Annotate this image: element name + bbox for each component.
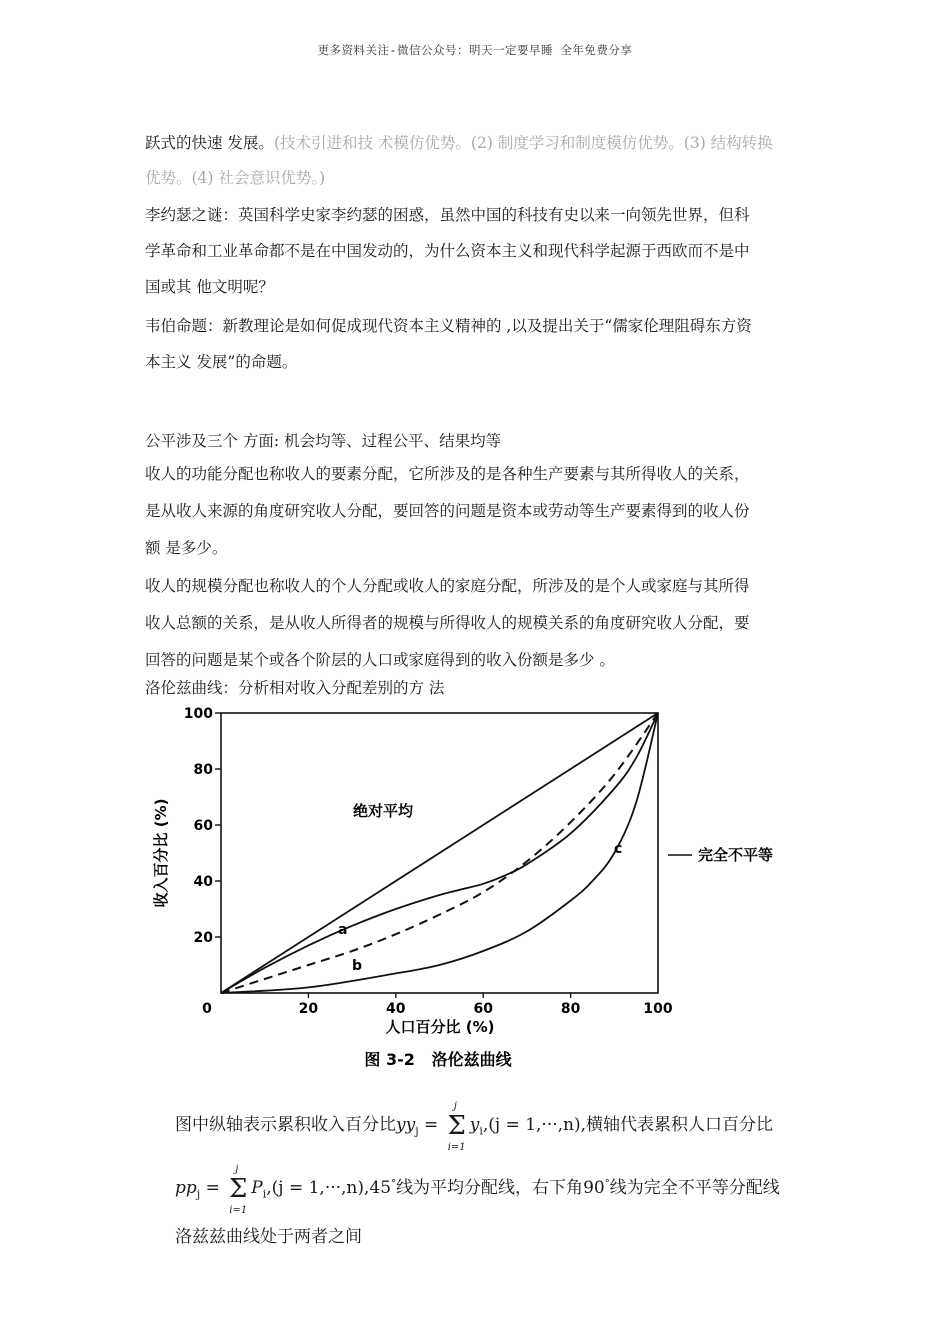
curve-a-label: a bbox=[338, 922, 348, 938]
functional-line-2: 是从收人来源的角度研究收人分配，要回答的问题是资本或劳动等生产要素得到的收人份 bbox=[145, 502, 750, 520]
x-tick-label: 80 bbox=[560, 1001, 581, 1017]
formula-line-2 bbox=[175, 1163, 780, 1216]
paragraph-advantages bbox=[145, 126, 815, 196]
x-axis-ticks bbox=[202, 993, 673, 1017]
pp-var: pp bbox=[175, 1178, 197, 1198]
paragraph-lorenz-intro bbox=[145, 676, 815, 700]
deg-45-symbol: ° bbox=[391, 1178, 397, 1190]
chart-title: 图 3-2 洛伦兹曲线 bbox=[364, 1050, 512, 1069]
sum2-top: j bbox=[235, 1163, 239, 1175]
y-term-sub: i bbox=[479, 1124, 483, 1138]
y-tick-label: 60 bbox=[193, 818, 213, 834]
eq-1: = bbox=[418, 1115, 444, 1135]
formula-text-cum-pop: 横轴代表累积人口百分比 bbox=[586, 1115, 774, 1135]
inequality-label: 完全不平等 bbox=[698, 846, 774, 864]
needham-line-1: 李约瑟之谜：英国科学史家李约瑟的困惑，虽然中国的科技有史以来一向领先世界，但科 bbox=[145, 206, 750, 224]
x-tick-label: 0 bbox=[202, 1001, 212, 1017]
paragraph-functional-distribution bbox=[145, 456, 815, 567]
needham-line-3: 国或其 他文明呢？ bbox=[145, 278, 274, 296]
y-term: y bbox=[469, 1115, 480, 1135]
equality-label: 绝对平均 bbox=[353, 802, 414, 820]
paragraph-size-distribution bbox=[145, 568, 815, 679]
paragraph-needham-puzzle bbox=[145, 197, 815, 305]
paragraph-weber-thesis bbox=[145, 308, 815, 380]
y-axis-label: 收入百分比 (%) bbox=[152, 798, 170, 908]
lorenz-intro-line: 洛伦兹曲线：分析相对收入分配差别的方 法 bbox=[145, 679, 445, 697]
sum2-bottom: i=1 bbox=[229, 1204, 248, 1216]
p-term-sub: i bbox=[262, 1187, 267, 1201]
advantages-line-1 bbox=[145, 126, 815, 161]
x-tick-label: 40 bbox=[386, 1001, 406, 1017]
y-tick-label: 100 bbox=[183, 706, 213, 722]
deg-90-symbol: ° bbox=[604, 1178, 610, 1190]
advantages-faded-1: (技术引进和技 术模仿优势。(2) 制度学习和制度模仿优势。(3) 结构转换 bbox=[273, 134, 773, 152]
x-tick-label: 60 bbox=[473, 1001, 493, 1017]
p-term: P bbox=[251, 1178, 263, 1198]
lorenz-curve-chart bbox=[140, 700, 820, 1080]
page-header: 更多资料关注-微信公众号：明天一定要早睡 全年免费分享 bbox=[317, 43, 633, 57]
yy-sub: j bbox=[415, 1124, 419, 1138]
advantages-lead: 跃式的快速 发展。 bbox=[145, 134, 274, 152]
sum-symbol-2 bbox=[225, 1163, 251, 1216]
eq-2: = bbox=[200, 1178, 226, 1198]
sum1-sigma: Σ bbox=[447, 1110, 466, 1141]
weber-line-1: 韦伯命题：新教理论是如何促成现代资本主义精神的 ,以及提出关于“儒家伦理阻碍东方资 bbox=[145, 317, 752, 335]
y-tick-label: 20 bbox=[193, 930, 213, 946]
y-axis-ticks bbox=[184, 706, 221, 946]
weber-line-2: 本主义 发展”的命题。 bbox=[145, 353, 298, 371]
y-tick-label: 40 bbox=[193, 874, 213, 890]
sum2-sigma: Σ bbox=[229, 1173, 248, 1204]
size-line-2: 收人总额的关系，是从收人所得者的规模与所得收人的规模关系的角度研究收人分配，要 bbox=[145, 614, 750, 632]
functional-line-3: 额 是多少。 bbox=[145, 539, 228, 557]
x-axis-label: 人口百分比 (%) bbox=[385, 1018, 495, 1036]
size-line-1: 收人的规模分配也称收人的个人分配或收人的家庭分配，所涉及的是个人或家庭与其所得 bbox=[145, 577, 750, 595]
formula-line-1 bbox=[175, 1100, 774, 1153]
deg-90: 90 bbox=[583, 1178, 605, 1198]
fairness-line: 公平涉及三个 方面: 机会均等、过程公平、结果均等 bbox=[145, 432, 502, 450]
pp-sub: j bbox=[196, 1187, 201, 1201]
equality-line bbox=[221, 713, 658, 993]
formula-text-cum-income: 图中纵轴表示累积收入百分比 bbox=[175, 1115, 396, 1135]
range-2: ,(j = 1,···,n), bbox=[266, 1178, 370, 1198]
sum1-top: j bbox=[453, 1100, 457, 1112]
formula-text-unequal-line: 线为完全不平等分配线 bbox=[609, 1178, 780, 1198]
x-tick-label: 20 bbox=[298, 1001, 319, 1017]
needham-line-2: 学革命和工业革命都不是在中国发动的，为什么资本主义和现代科学起源于西欧而不是中 bbox=[145, 242, 750, 260]
paragraph-fairness bbox=[145, 423, 815, 459]
formula-text-equal-line: 线为平均分配线，右下角 bbox=[396, 1178, 584, 1198]
sum-symbol-1 bbox=[444, 1100, 470, 1153]
size-line-3: 回答的问题是某个或各个阶层的人口或家庭得到的收入份额是多少 。 bbox=[145, 651, 615, 669]
range-1: ,(j = 1,···,n), bbox=[482, 1115, 587, 1135]
curve-c-label: c bbox=[614, 841, 623, 857]
formula-line-3: 洛兹兹曲线处于两者之间 bbox=[175, 1227, 362, 1247]
deg-45: 45 bbox=[369, 1178, 392, 1198]
x-tick-label: 100 bbox=[643, 1001, 673, 1017]
yy-var: yy bbox=[396, 1115, 416, 1135]
sum1-bottom: i=1 bbox=[447, 1141, 466, 1153]
functional-line-1: 收人的功能分配也称收人的要素分配，它所涉及的是各种生产要素与其所得收人的关系， bbox=[145, 465, 750, 483]
y-tick-label: 80 bbox=[193, 762, 213, 778]
advantages-line-2: 优势。(4) 社会意识优势。) bbox=[145, 169, 326, 187]
curve-b-label: b bbox=[352, 958, 363, 974]
